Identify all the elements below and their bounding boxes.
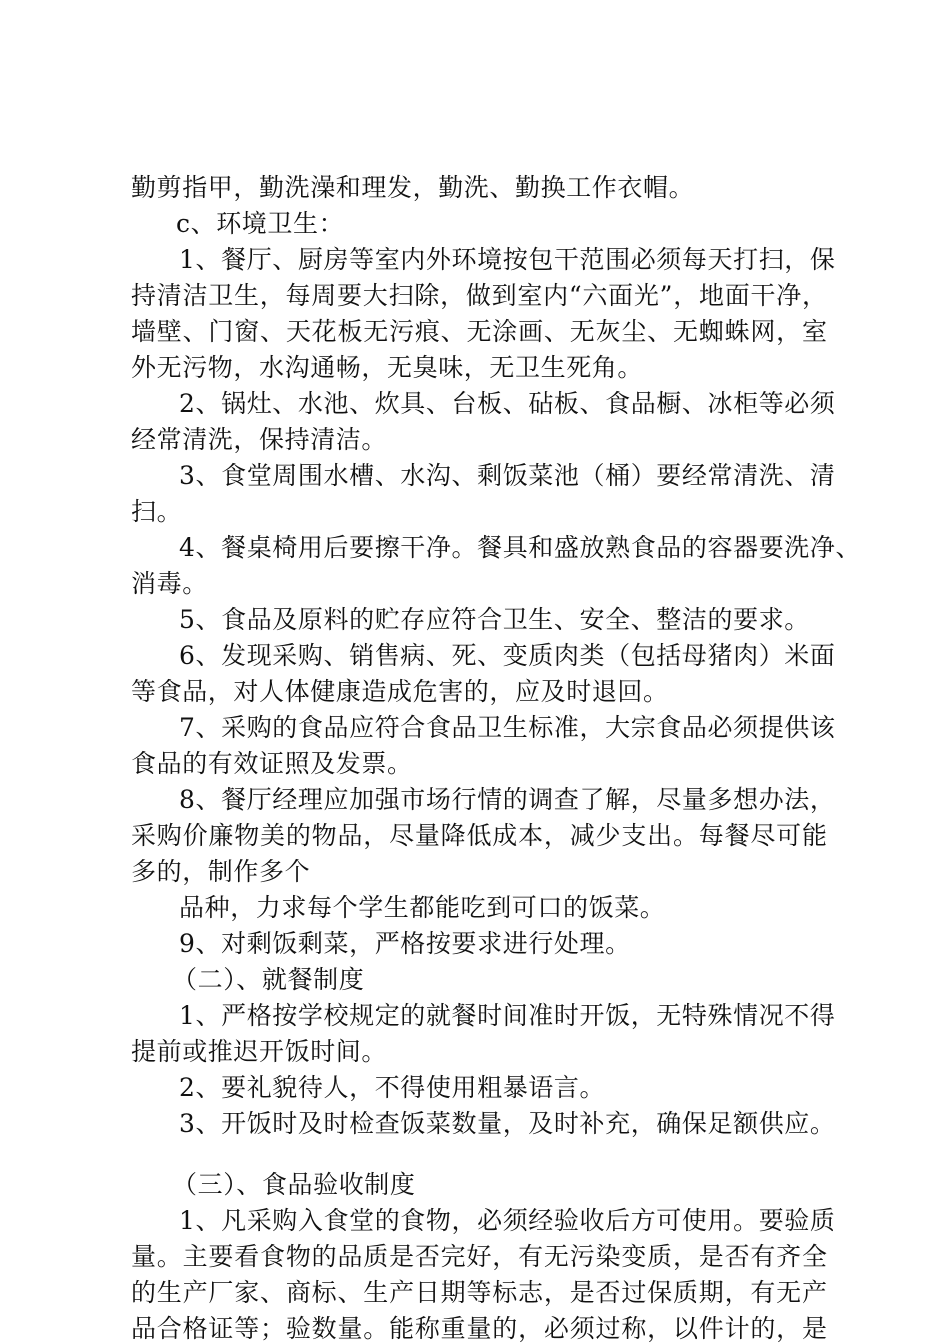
text-line: 量。主要看食物的品质是否完好，有无污染变质，是否有齐全 bbox=[131, 1242, 827, 1271]
text-line: 等食品，对人体健康造成危害的，应及时退回。 bbox=[131, 677, 669, 706]
text-line: 品种，力求每个学生都能吃到可口的饭菜。 bbox=[179, 893, 666, 922]
text-line: 6、发现采购、销售病、死、变质肉类（包括母猪肉）米面 bbox=[179, 641, 836, 670]
text-line: 提前或推迟开饭时间。 bbox=[131, 1037, 388, 1066]
text-line: 墙壁、门窗、天花板无污痕、无涂画、无灰尘、无蜘蛛网，室 bbox=[131, 317, 827, 346]
text-line: 经常清洗，保持清洁。 bbox=[131, 425, 388, 454]
text-line: 1、严格按学校规定的就餐时间准时开饭，无特殊情况不得 bbox=[179, 1001, 836, 1030]
text-line: 消毒。 bbox=[131, 569, 208, 598]
text-line: 的生产厂家、商标、生产日期等标志，是否过保质期，有无产 bbox=[131, 1278, 827, 1307]
text-line: 2、要礼貌待人，不得使用粗暴语言。 bbox=[179, 1073, 606, 1102]
section-heading: （三）、食品验收制度 bbox=[172, 1170, 416, 1199]
text-line: 采购价廉物美的物品，尽量降低成本，减少支出。每餐尽可能 bbox=[131, 821, 827, 850]
text-line: 多的，制作多个 bbox=[131, 857, 311, 886]
text-line: 1、凡采购入食堂的食物，必须经验收后方可使用。要验质 bbox=[179, 1206, 836, 1235]
text-line: 3、开饭时及时检查饭菜数量，及时补充，确保足额供应。 bbox=[179, 1109, 836, 1138]
text-line: 持清洁卫生，每周要大扫除，做到室内“六面光”，地面干净， bbox=[131, 281, 827, 310]
text-line: 9、对剩饭剩菜，严格按要求进行处理。 bbox=[179, 929, 631, 958]
text-line: 1、餐厅、厨房等室内外环境按包干范围必须每天打扫，保 bbox=[179, 245, 836, 274]
text-line: 品合格证等；验数量。能称重量的，必须过称，以件计的，是 bbox=[131, 1314, 827, 1343]
text-line: 食品的有效证照及发票。 bbox=[131, 749, 413, 778]
section-heading: （二）、就餐制度 bbox=[172, 965, 365, 994]
text-line: 勤剪指甲，勤洗澡和理发，勤洗、勤换工作衣帽。 bbox=[131, 173, 695, 202]
text-line: 2、锅灶、水池、炊具、台板、砧板、食品橱、冰柜等必须 bbox=[179, 389, 836, 418]
text-line: 扫。 bbox=[131, 497, 183, 526]
text-line: 5、食品及原料的贮存应符合卫生、安全、整洁的要求。 bbox=[179, 605, 810, 634]
text-line: 外无污物，水沟通畅，无臭味，无卫生死角。 bbox=[131, 353, 644, 382]
text-line: 3、食堂周围水槽、水沟、剩饭菜池（桶）要经常清洗、清 bbox=[179, 461, 836, 490]
text-line: 4、餐桌椅用后要擦干净。餐具和盛放熟食品的容器要洗净、 bbox=[179, 533, 862, 562]
text-line: 7、采购的食品应符合食品卫生标准，大宗食品必须提供该 bbox=[179, 713, 836, 742]
section-heading: c、环境卫生： bbox=[176, 209, 345, 238]
text-line: 8、餐厅经理应加强市场行情的调查了解，尽量多想办法， bbox=[179, 785, 836, 814]
